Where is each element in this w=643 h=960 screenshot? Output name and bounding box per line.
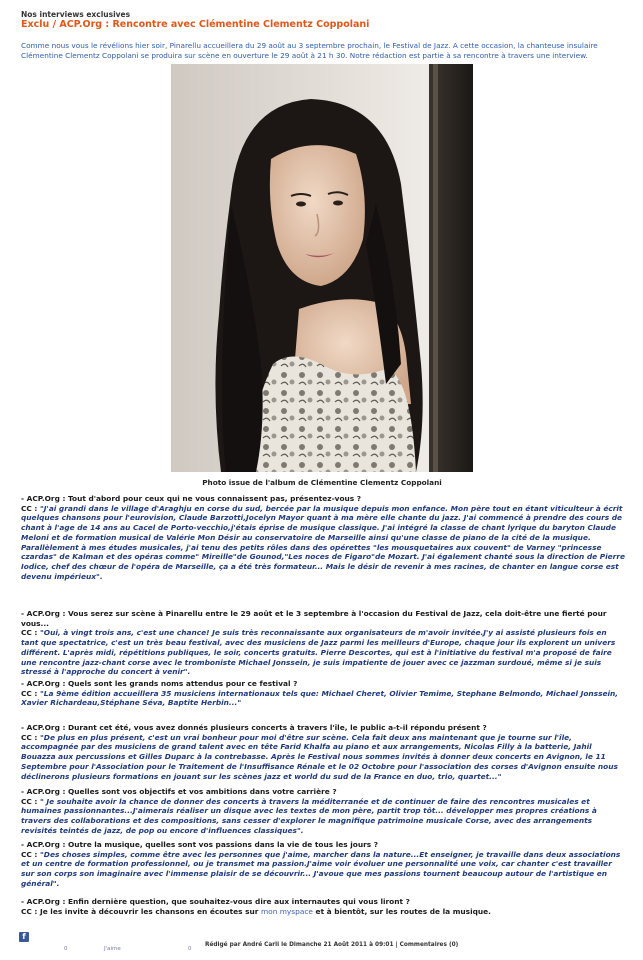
- answer: [21, 907, 626, 917]
- answer-text: "J'ai grandi dans le village d'Araghju en corse du sud, bercée par la musique depuis mon enfance. Mon père tout en étant viticulteur à écrit quelques chansons pour l'eurovision, Claude Barzotti,Jocelyn Mayor quant à ma mère elle chante du jazz. J'ai commencé à prendre des cours de chant à l'age de 14 ans au Cacel de Porto-vecchio,j'étais éprise de musique classique. J'ai intégré la classe de chant lyrique du baryton Claude Meloni et de formation musical de Valérie Mon Désir au conservatoire de Marseille ainsi qu'une classe de piano de la cité de la musique. Parallèlement à mes études musicales, j'ai tenu des petits rôles dans des opérettes "les mousquetaires aux couvent" de Varney "princesse czardas" de Kalman et des opéras comme" Mireille"de Gounod,"Les noces de Figaro"de Mozart. J'ai également chanté sous la direction de Pierre Iodice, chef des chœur de l'opéra de Marseille, ça a été très formateur... Mais le désir de revenir à mes racines, de chanter en langue corse est devenu impérieux".: [21, 503, 625, 581]
- article-headline[interactable]: Exclu / ACP.Org : Rencontre avec Clémentine Clementz Coppolani: [21, 19, 370, 30]
- question: - ACP.Org : Quelles sont vos objectifs et vos ambitions dans votre carrière ?: [21, 787, 337, 796]
- article-meta: Rédigé par André Carli le Dimanche 21 Août 2011 à 09:01 | Commentaires (0): [205, 942, 459, 948]
- qa-block-3: [21, 679, 626, 708]
- answer: [21, 689, 626, 708]
- qa-block-5: [21, 787, 626, 836]
- answer-prefix: CC :: [21, 906, 40, 916]
- answer: [21, 504, 626, 582]
- answer-text: Je les invite à découvrir les chansons en écoutes sur: [39, 906, 261, 916]
- answer-text: "Oui, à vingt trois ans, c'est une chance! Je suis très reconnaissante aux organisateurs de m'avoir invitée.J'y ai assisté plusieurs fois en tant que spectatrice, c'est un très beau festival, avec des musiciens de Jazz parmi les meilleurs d'Europe, chaque jour ils explorent un univers différent. L'après midi, répétitions publiques, le soir, concerts gratuits. Pierre Descortes, qui est à l'initiative du festival m'a proposé de faire une rencontre jazz-chant corse avec le tromboniste Michael Jonssein, je suis impatiente de jouer avec ce jazzman surdoué, même si je suis stressé à l'approche du concert à venir".: [21, 628, 616, 677]
- myspace-link[interactable]: mon myspace: [260, 906, 313, 916]
- section-label: Nos interviews exclusives: [21, 10, 131, 19]
- answer-prefix: CC :: [21, 628, 40, 638]
- article-intro: Comme nous vous le révélions hier soir, Pinarellu accueillera du 29 août au 3 septembre prochain, le Festival de Jazz. A cette occasion, la chanteuse insulaire Clémentine Clementz Coppolani se produira sur scène en ouverture le 29 août à 21 h 30. Notre rédaction est partie à sa rencontre à travers une interview.: [21, 41, 598, 60]
- answer: [21, 628, 626, 677]
- qa-block-4: [21, 723, 626, 781]
- qa-block-6: [21, 840, 626, 889]
- answer-prefix: CC :: [21, 688, 40, 698]
- answer-prefix: CC :: [21, 503, 40, 513]
- answer: [21, 797, 626, 836]
- qa-block-2: [21, 609, 626, 677]
- like-button[interactable]: J'aime: [104, 946, 121, 952]
- share-count: 0: [188, 946, 192, 952]
- answer-prefix: CC :: [21, 796, 40, 806]
- question: - ACP.Org : Outre la musique, quelles sont vos passions dans la vie de tous les jours ?: [21, 840, 379, 849]
- facebook-share-icon[interactable]: f: [19, 932, 29, 942]
- question: - ACP.Org : Enfin dernière question, que souhaitez-vous dire aux internautes qui vous liront ?: [21, 897, 410, 906]
- answer-text: "De plus en plus présent, c'est un vrai bonheur pour moi d'être sur scène. Cela fait deux ans maintenant que je tourne sur l'île, accompagnée par des musiciens de grand talent avec en tête Farid Khalfa au piano et aux arrangements, Nicolas Filly à la batterie, Jahil Bouazza aux percussions et Gilles Duparc à la contrebasse. Après le Festival nous sommes invités à donner deux concerts en Avignon, le 11 Septembre pour l'Association pour le Traitement de l'Insuffisance Rénale et le 02 Octobre pour l'association des corses d'Avignon ensuite nous déclinerons plusieurs formations en jouant sur les scènes jazz et world du sud de la France en duo, trio, quartet...": [21, 732, 618, 781]
- question: - ACP.Org : Quels sont les grands noms attendus pour ce festival ?: [21, 679, 298, 688]
- answer-text: "La 9ème édition accueillera 35 musiciens internationaux tels que: Michael Cheret, Olivier Temime, Stephane Belmondo, Michael Jonssein, Xavier Richardeau,Stéphane Séva, Baptite Herbin...": [21, 688, 619, 708]
- question: - ACP.Org : Durant cet été, vous avez donnés plusieurs concerts à travers l'île, le public a-t-il répondu présent ?: [21, 723, 487, 732]
- like-count: 0: [64, 946, 68, 952]
- photo-caption: Photo issue de l'album de Clémentine Clementz Coppolani: [202, 478, 442, 487]
- answer-prefix: CC :: [21, 732, 40, 742]
- answer-prefix: CC :: [21, 849, 40, 859]
- answer-text: "Des choses simples, comme être avec les personnes que j'aime, marcher dans la nature...Et enseigner, je travaille dans deux associations et un centre de formation professionnel, ou je transmet ma passion.J'aime voir évoluer une personnalité une voix, car chanter c'est travailler sur son corps son imaginaire avec l'immense plaisir de se découvrir... J'avoue que mes passions tournent beaucoup autour de l'artistique en général".: [21, 849, 621, 888]
- qa-block-7: [21, 897, 626, 916]
- answer: [21, 850, 626, 889]
- answer: [21, 733, 626, 782]
- question: - ACP.Org : Tout d'abord pour ceux qui ne vous connaissent pas, présentez-vous ?: [21, 494, 362, 503]
- singer-photo: [171, 64, 473, 472]
- answer-text-end: et à bientôt, sur les routes de la musique.: [312, 906, 491, 916]
- question: - ACP.Org : Vous serez sur scène à Pinarellu entre le 29 août et le 3 septembre à l'occasion du Festival de Jazz, cela doit-être une fierté pour vous...: [21, 609, 607, 628]
- qa-block-1: [21, 494, 626, 581]
- answer-text: " Je souhaite avoir la chance de donner des concerts à travers la méditerranée et de continuer de faire des rencontres musicales et humaines passionnantes...J'aimerais réaliser un disque avec les textes de mon père, partit trop tôt... développer mes propres créations à travers des collaborations et des compositions, sans cesser d'explorer le magnifique patrimoine musicale Corse, avec des arrangements revisités teintés de jazz, de pop ou encore d'influences classiques".: [21, 796, 597, 835]
